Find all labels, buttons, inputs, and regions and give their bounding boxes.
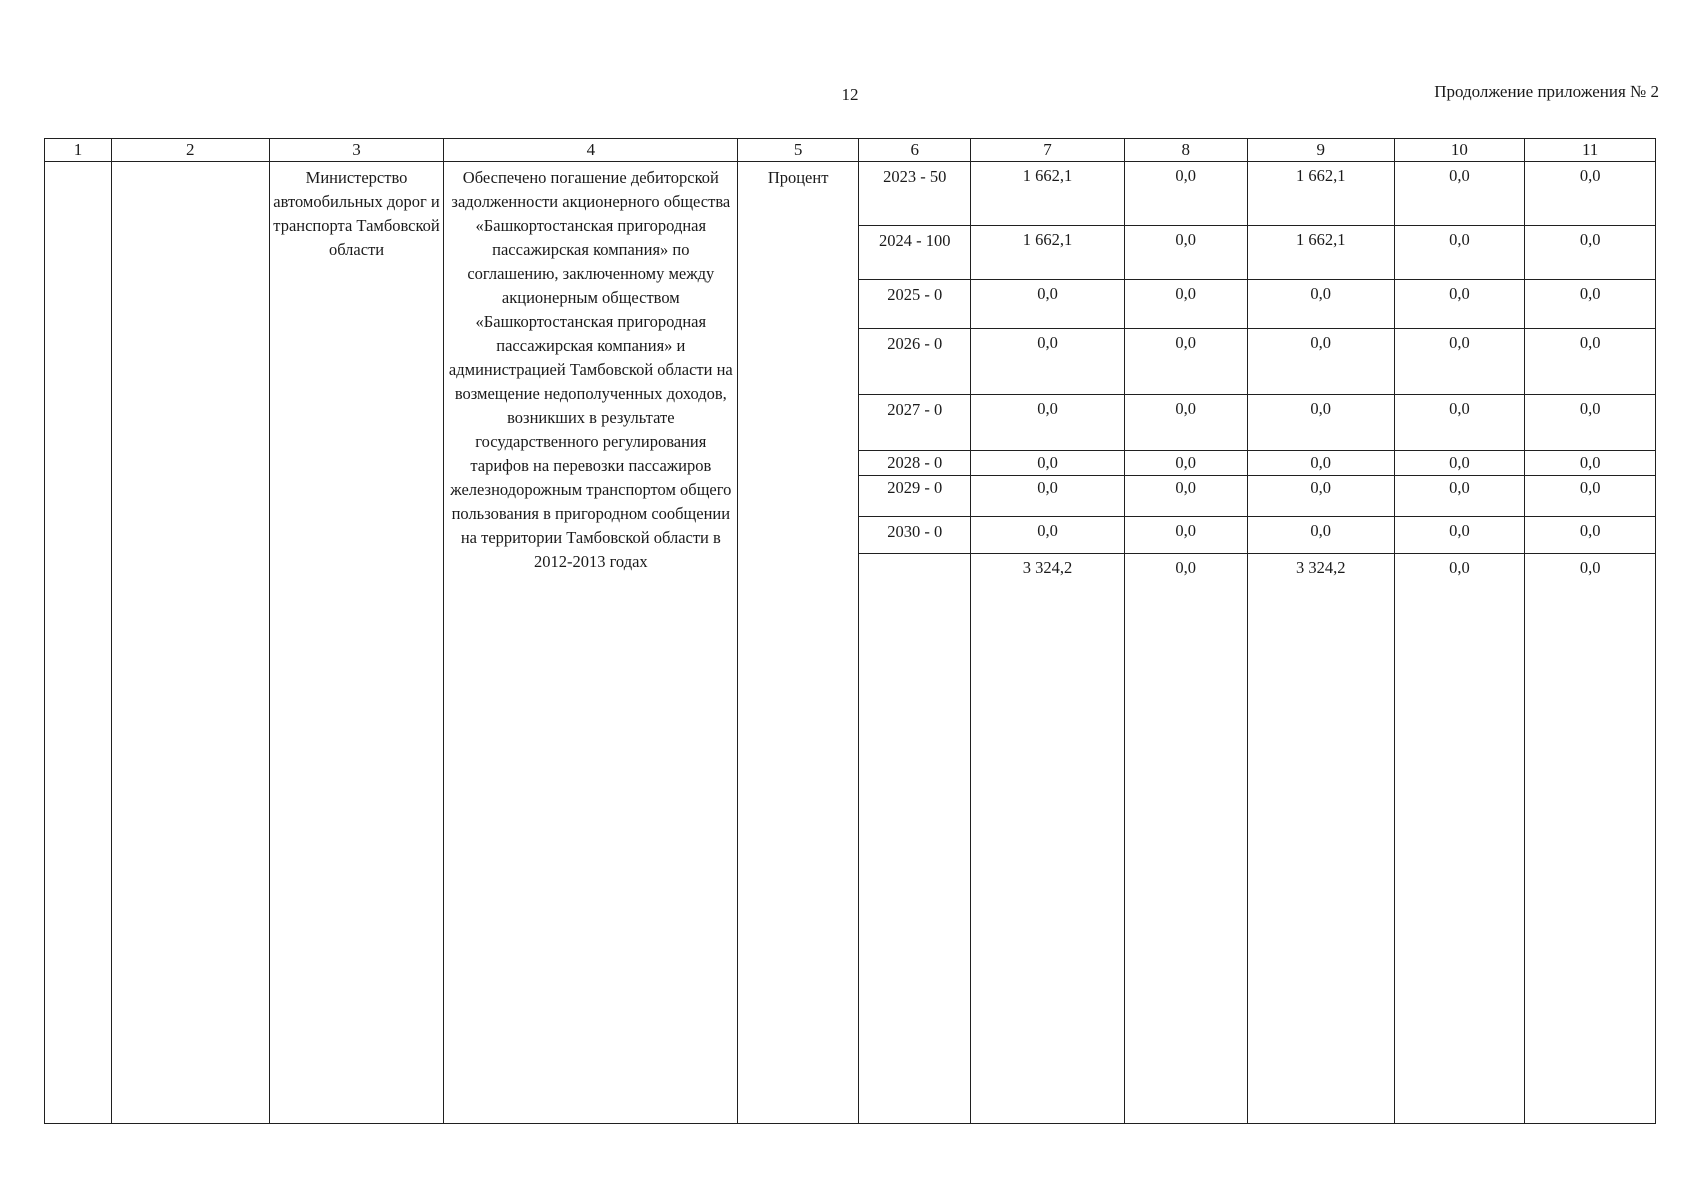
cell-col8: 0,0 (1124, 451, 1247, 476)
cell-col11: 0,0 (1525, 395, 1656, 451)
cell-col11: 0,0 (1525, 451, 1656, 476)
cell-col8: 0,0 (1124, 517, 1247, 554)
cell-year-value: 2029 - 0 (859, 476, 971, 517)
column-header-11: 11 (1525, 139, 1656, 162)
cell-col10: 0,0 (1394, 517, 1525, 554)
cell-col7: 0,0 (971, 451, 1124, 476)
cell-col7: 0,0 (971, 517, 1124, 554)
cell-result-description: Обеспечено погашение дебиторской задолженности акционерного общества «Башкортостанская пригородная пассажирская компания» по соглашению, заключенному между акционерным обществом «Башкортостанская пригородная пассажирская компания» и администрацией Тамбовской области на возмещение недополученных доходов, возникших в результате государственного регулирования тарифов на перевозки пассажиров железнодорожным транспортом общего пользования в пригородном сообщении на территории Тамбовской области в 2012-2013 годах (444, 162, 738, 1124)
cell-col7: 1 662,1 (971, 162, 1124, 226)
cell-col8: 0,0 (1124, 226, 1247, 280)
appendix-continuation-label: Продолжение приложения № 2 (1434, 82, 1659, 101)
cell-year-value: 2027 - 0 (859, 395, 971, 451)
cell-col8: 0,0 (1124, 280, 1247, 329)
cell-col11: 0,0 (1525, 476, 1656, 517)
cell-col8: 0,0 (1124, 162, 1247, 226)
cell-col8-total: 0,0 (1124, 554, 1247, 1124)
column-header-1: 1 (45, 139, 112, 162)
cell-year-value: 2025 - 0 (859, 280, 971, 329)
cell-col9: 0,0 (1247, 395, 1394, 451)
cell-year-value: 2028 - 0 (859, 451, 971, 476)
cell-col7: 0,0 (971, 280, 1124, 329)
cell-year-value: 2024 - 100 (859, 226, 971, 280)
appendix-table (44, 138, 1656, 1124)
cell-col11: 0,0 (1525, 226, 1656, 280)
column-number-row (45, 139, 1656, 162)
page-number: 12 (841, 85, 859, 104)
cell-col7-total: 3 324,2 (971, 554, 1124, 1124)
table-row (45, 162, 1656, 226)
cell-col11: 0,0 (1525, 280, 1656, 329)
cell-col9: 0,0 (1247, 329, 1394, 395)
cell-col10: 0,0 (1394, 162, 1525, 226)
cell-year-value: 2030 - 0 (859, 517, 971, 554)
cell-col10: 0,0 (1394, 395, 1525, 451)
cell-year-value (859, 554, 971, 1124)
column-header-8: 8 (1124, 139, 1247, 162)
cell-col8: 0,0 (1124, 395, 1247, 451)
cell-col9: 0,0 (1247, 476, 1394, 517)
column-header-5: 5 (738, 139, 859, 162)
column-header-9: 9 (1247, 139, 1394, 162)
cell-responsible-authority: Министерство автомобильных дорог и транспорта Тамбовской области (269, 162, 444, 1124)
cell-col10: 0,0 (1394, 329, 1525, 395)
cell-col9-total: 3 324,2 (1247, 554, 1394, 1124)
column-header-3: 3 (269, 139, 444, 162)
column-header-2: 2 (111, 139, 269, 162)
cell-col7: 0,0 (971, 395, 1124, 451)
cell-col11: 0,0 (1525, 162, 1656, 226)
cell-col10-total: 0,0 (1394, 554, 1525, 1124)
cell-col7: 1 662,1 (971, 226, 1124, 280)
column-header-4: 4 (444, 139, 738, 162)
cell-col9: 0,0 (1247, 280, 1394, 329)
cell-col9: 1 662,1 (1247, 226, 1394, 280)
cell-number (45, 162, 112, 1124)
cell-col9: 0,0 (1247, 517, 1394, 554)
cell-col10: 0,0 (1394, 280, 1525, 329)
cell-year-value: 2023 - 50 (859, 162, 971, 226)
cell-col8: 0,0 (1124, 329, 1247, 395)
cell-col7: 0,0 (971, 329, 1124, 395)
cell-col11-total: 0,0 (1525, 554, 1656, 1124)
column-header-10: 10 (1394, 139, 1525, 162)
column-header-6: 6 (859, 139, 971, 162)
cell-col10: 0,0 (1394, 451, 1525, 476)
column-header-7: 7 (971, 139, 1124, 162)
cell-col11: 0,0 (1525, 517, 1656, 554)
cell-year-value: 2026 - 0 (859, 329, 971, 395)
cell-col7: 0,0 (971, 476, 1124, 517)
cell-col10: 0,0 (1394, 476, 1525, 517)
cell-col11: 0,0 (1525, 329, 1656, 395)
cell-col10: 0,0 (1394, 226, 1525, 280)
cell-col9: 1 662,1 (1247, 162, 1394, 226)
cell-col8: 0,0 (1124, 476, 1247, 517)
cell-col9: 0,0 (1247, 451, 1394, 476)
cell-code (111, 162, 269, 1124)
cell-unit: Процент (738, 162, 859, 1124)
